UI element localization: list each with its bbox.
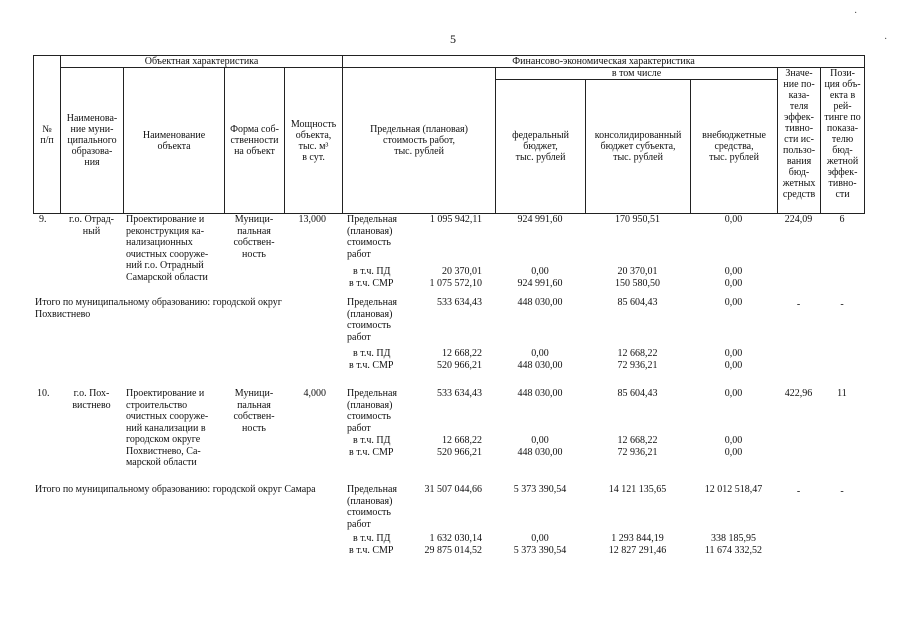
smr-label: в т.ч. СМР (349, 360, 394, 371)
federal-pd: 0,00 (531, 348, 549, 359)
row-indicator: 224,09 (784, 214, 813, 225)
header-municip: Наименова- ние муни- ципального образова- ния (61, 68, 124, 214)
extra-smr: 11 674 332,52 (704, 545, 763, 556)
header-incl: в том числе (496, 68, 778, 80)
cost-pd: 12 668,22 (442, 435, 482, 446)
cost-total: 533 634,43 (437, 297, 482, 308)
scan-mark: · (854, 8, 858, 19)
consolidated-smr: 72 936,21 (617, 447, 658, 458)
extra-smr: 0,00 (724, 447, 743, 458)
consolidated-total: 170 950,51 (615, 214, 660, 225)
federal-total: 448 030,00 (517, 297, 563, 308)
cost-type-label: Предельная (плановая) стоимость работ (347, 388, 397, 434)
consolidated-smr: 12 827 291,46 (608, 545, 667, 556)
consolidated-total: 85 604,43 (617, 297, 658, 308)
row-municip: г.о. Отрад- ный (68, 214, 115, 237)
header-rank: Пози- ция объ- екта в рей- тинге по показа- телю бюд- жетной эффек- тивно- сти (821, 68, 865, 214)
extra-smr: 0,00 (724, 360, 743, 371)
federal-total: 5 373 390,54 (513, 484, 567, 495)
cost-smr: 29 875 014,52 (424, 545, 482, 556)
consolidated-pd: 20 370,01 (617, 266, 658, 277)
cost-smr: 1 075 572,10 (429, 278, 482, 289)
row-ownership: Муници- пальная собствен- ность (233, 214, 275, 260)
row-capacity: 4,000 (303, 388, 326, 399)
extra-pd: 0,00 (724, 435, 743, 446)
extra-pd: 338 185,95 (711, 533, 756, 544)
federal-smr: 924 991,60 (517, 278, 563, 289)
pd-label: в т.ч. ПД (353, 266, 391, 277)
cost-pd: 1 632 030,14 (429, 533, 482, 544)
cost-pd: 20 370,01 (442, 266, 482, 277)
row-object: Проектирование и строительство очистных сооруже- ний канализации в городском округе Похвистнево, Са- марской области (126, 388, 209, 468)
pd-label: в т.ч. ПД (353, 533, 391, 544)
row-municip: г.о. Пох- вистнево (72, 388, 111, 411)
pd-label: в т.ч. ПД (353, 348, 391, 359)
extra-total: 0,00 (724, 388, 743, 399)
row-object: Проектирование и реконструкция ка- нализационных очистных сооруже- ний г.о. Отрадный Самарской области (126, 214, 209, 283)
federal-smr: 448 030,00 (517, 360, 563, 371)
smr-label: в т.ч. СМР (349, 545, 394, 556)
header-ownership: Форма соб- ственности на объект (225, 68, 285, 214)
row-rank: 11 (837, 388, 847, 399)
federal-total: 448 030,00 (517, 388, 563, 399)
subtotal-label: Итого по муниципальному образованию: городской округ Похвистнево (35, 297, 282, 320)
row-ownership: Муници- пальная собствен- ность (233, 388, 275, 434)
header-object-char: Объектная характеристика (61, 56, 343, 68)
header-obj-name: Наименование объекта (124, 68, 225, 214)
scan-mark: · (884, 34, 888, 45)
cost-total: 31 507 044,66 (424, 484, 482, 495)
page-number: 5 (450, 32, 456, 46)
cost-pd: 12 668,22 (442, 348, 482, 359)
smr-label: в т.ч. СМР (349, 447, 394, 458)
federal-pd: 0,00 (531, 266, 549, 277)
cost-total: 533 634,43 (437, 388, 482, 399)
cost-type-label: Предельная (плановая) стоимость работ (347, 484, 397, 530)
extra-total: 0,00 (724, 297, 743, 308)
cost-type-label: Предельная (плановая) стоимость работ (347, 214, 397, 260)
consolidated-pd: 12 668,22 (617, 435, 658, 446)
header-capacity: Мощность объекта, тыс. м³ в сут. (285, 68, 343, 214)
header-limit-cost: Предельная (плановая) стоимость работ, тыс. рублей (343, 68, 496, 214)
federal-pd: 0,00 (531, 533, 549, 544)
federal-total: 924 991,60 (517, 214, 563, 225)
pd-label: в т.ч. ПД (353, 435, 391, 446)
smr-label: в т.ч. СМР (349, 278, 394, 289)
consolidated-smr: 72 936,21 (617, 360, 658, 371)
consolidated-total: 85 604,43 (617, 388, 658, 399)
table-body (33, 214, 864, 634)
row-rank: - (840, 486, 844, 497)
row-num: 10. (37, 388, 50, 399)
row-indicator: - (796, 299, 801, 310)
extra-total: 12 012 518,47 (704, 484, 763, 495)
consolidated-total: 14 121 135,65 (608, 484, 667, 495)
consolidated-pd: 1 293 844,19 (611, 533, 664, 544)
row-rank: - (840, 299, 844, 310)
federal-smr: 5 373 390,54 (513, 545, 567, 556)
row-num: 9. (39, 214, 47, 225)
row-capacity: 13,000 (298, 214, 326, 225)
table-header (33, 55, 865, 214)
header-fin-char: Финансово-экономическая характеристика (343, 56, 865, 68)
header-consolidated: консолидированный бюджет субъекта, тыс. рублей (586, 80, 691, 214)
federal-smr: 448 030,00 (517, 447, 563, 458)
extra-pd: 0,00 (724, 266, 743, 277)
consolidated-smr: 150 580,50 (615, 278, 660, 289)
cost-smr: 520 966,21 (437, 360, 482, 371)
header-federal: федеральный бюджет, тыс. рублей (496, 80, 586, 214)
subtotal-label: Итого по муниципальному образованию: городской округ Самара (35, 484, 316, 495)
extra-smr: 0,00 (724, 278, 743, 289)
header-num: № п/п (34, 56, 61, 214)
consolidated-pd: 12 668,22 (617, 348, 658, 359)
header-extra: внебюджетные средства, тыс. рублей (691, 80, 778, 214)
row-indicator: 422,96 (784, 388, 813, 399)
cost-total: 1 095 942,11 (429, 214, 482, 225)
row-indicator: - (796, 486, 801, 497)
row-rank: 6 (839, 214, 845, 225)
extra-total: 0,00 (724, 214, 743, 225)
cost-type-label: Предельная (плановая) стоимость работ (347, 297, 397, 343)
federal-pd: 0,00 (531, 435, 549, 446)
extra-pd: 0,00 (724, 348, 743, 359)
cost-smr: 520 966,21 (437, 447, 482, 458)
header-indicator: Значе- ние по- каза- теля эффек- тивно- сти ис- пользо- вания бюд- жетных средств (778, 68, 821, 214)
